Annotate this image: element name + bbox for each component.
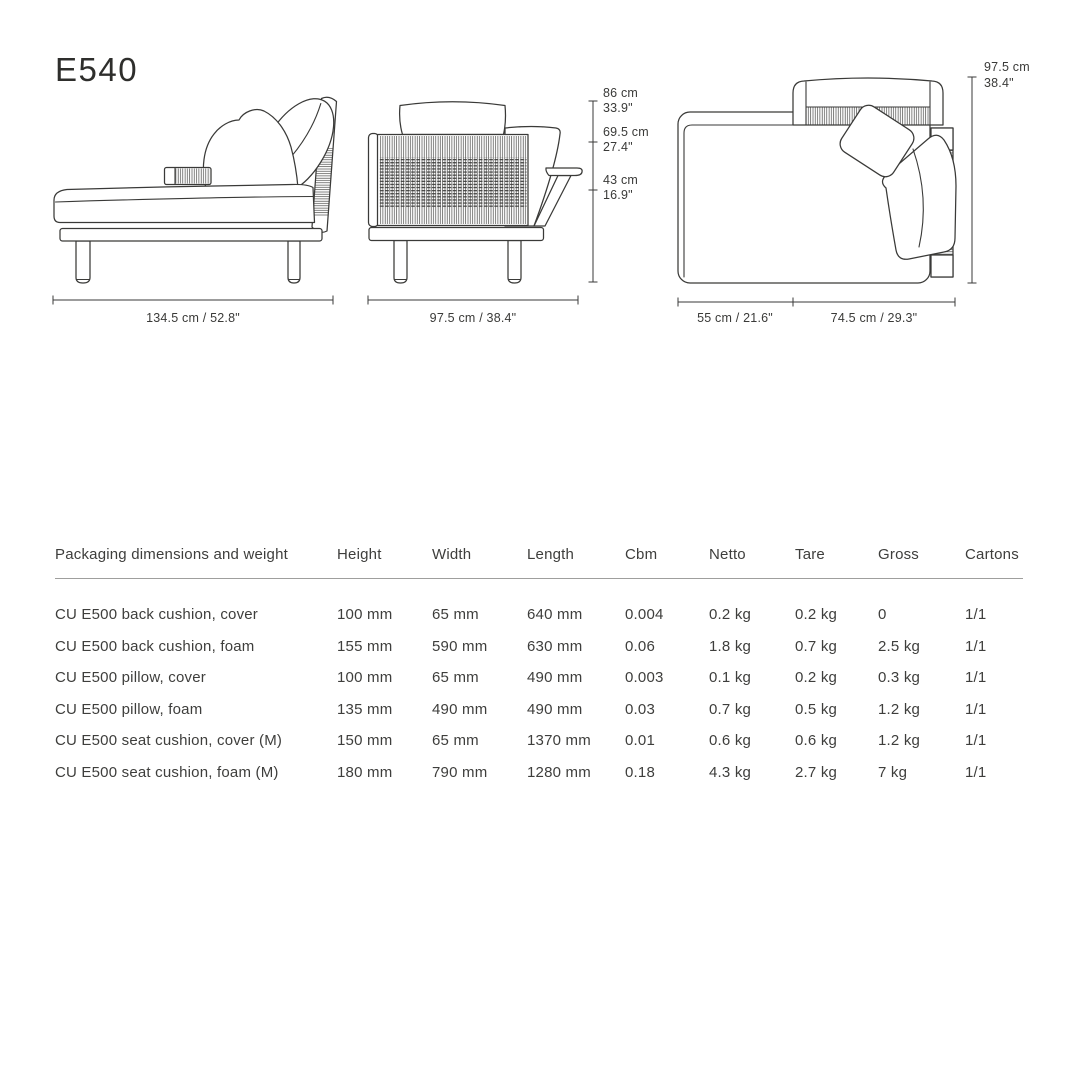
dim-label-height-69-in: 27.4" [603, 140, 633, 154]
packaging-table [55, 545, 1023, 782]
value-cell: 1/1 [965, 669, 987, 686]
table-row [55, 579, 1023, 625]
value-cell: 590 mm [432, 637, 488, 655]
value-cell: 65 mm [432, 732, 479, 749]
value-cell: 0.1 kg [709, 669, 752, 686]
dim-label-height-69-cm: 69.5 cm [603, 125, 649, 139]
value-cell: 0.03 [625, 700, 655, 718]
value-cell: 155 mm [337, 637, 393, 655]
column-header: Height [337, 545, 432, 579]
dim-label-top-height-in: 38.4" [984, 76, 1014, 90]
value-cell: 0.2 kg [795, 606, 838, 623]
dim-label-height-86-cm: 86 cm [603, 86, 639, 100]
value-cell: 0.7 kg [795, 637, 838, 655]
value-cell: 0.2 kg [709, 606, 752, 623]
page-title: E540 [55, 51, 139, 88]
woven-panel [378, 135, 529, 226]
value-cell: 0.004 [625, 606, 664, 623]
value-cell: 7 kg [878, 763, 908, 781]
value-cell: 0 [878, 606, 887, 623]
base-rail [60, 229, 322, 242]
column-header: Width [432, 545, 527, 579]
value-cell: 490 mm [432, 700, 488, 718]
item-name-cell: CU E500 seat cushion, cover (M) [55, 732, 283, 749]
value-cell: 0.003 [625, 669, 664, 686]
end-view-drawing [368, 86, 649, 325]
value-cell: 150 mm [337, 732, 393, 749]
value-cell: 0.6 kg [795, 732, 838, 749]
base-rail [369, 228, 544, 241]
value-cell: 0.6 kg [709, 732, 752, 749]
value-cell: 1/1 [965, 732, 987, 749]
item-name-cell: CU E500 pillow, foam [55, 700, 203, 718]
height-dimension [589, 86, 649, 282]
value-cell: 790 mm [432, 763, 488, 781]
dim-label-height-43-cm: 43 cm [603, 173, 639, 187]
value-cell: 1/1 [965, 700, 987, 718]
seat-cushion [54, 184, 315, 222]
table-row [55, 719, 1023, 751]
value-cell: 100 mm [337, 606, 393, 623]
dim-label-depth-left: 55 cm / 21.6" [697, 311, 773, 325]
column-header: Netto [709, 545, 795, 579]
value-cell: 2.7 kg [795, 763, 838, 781]
legs [76, 241, 300, 283]
value-cell: 0.06 [625, 637, 655, 655]
value-cell: 65 mm [432, 669, 479, 686]
value-cell: 630 mm [527, 637, 583, 655]
value-cell: 4.3 kg [709, 763, 752, 781]
dim-label-top-height-cm: 97.5 cm [984, 60, 1030, 74]
table-row [55, 656, 1023, 688]
technical-drawings [0, 0, 1080, 340]
value-cell: 0.3 kg [878, 669, 921, 686]
column-header: Packaging dimensions and weight [55, 545, 337, 579]
end-width-dimension [368, 296, 578, 326]
table-row [55, 687, 1023, 719]
value-cell: 180 mm [337, 763, 393, 781]
value-cell: 0.7 kg [709, 700, 752, 718]
top-height-dimension [968, 60, 1030, 283]
item-name-cell: CU E500 seat cushion, foam (M) [55, 763, 279, 781]
dim-label-depth-right: 74.5 cm / 29.3" [830, 311, 918, 325]
value-cell: 1.2 kg [878, 700, 921, 718]
top-depth-dimension [678, 298, 955, 326]
item-name-cell: CU E500 pillow, cover [55, 669, 206, 686]
dim-label-end-width: 97.5 cm / 38.4" [429, 311, 517, 325]
value-cell: 1.8 kg [709, 637, 752, 655]
side-view-drawing [53, 86, 349, 325]
column-header: Tare [795, 545, 878, 579]
value-cell: 1280 mm [527, 763, 591, 781]
value-cell: 490 mm [527, 669, 583, 686]
value-cell: 1.2 kg [878, 732, 921, 749]
value-cell: 1/1 [965, 606, 987, 623]
value-cell: 0.2 kg [795, 669, 838, 686]
value-cell: 0.18 [625, 763, 655, 781]
value-cell: 1/1 [965, 763, 987, 781]
value-cell: 1/1 [965, 637, 987, 655]
dim-label-height-86-in: 33.9" [603, 101, 633, 115]
column-header: Length [527, 545, 625, 579]
value-cell: 640 mm [527, 606, 583, 623]
column-header: Gross [878, 545, 965, 579]
side-width-dimension [53, 296, 333, 326]
pillow [400, 102, 506, 135]
column-header: Cartons [965, 545, 1023, 579]
dim-label-height-43-in: 16.9" [603, 188, 633, 202]
value-cell: 490 mm [527, 700, 583, 718]
top-view-drawing [678, 60, 1030, 325]
legs [394, 241, 521, 284]
table-body [55, 579, 1023, 782]
table-header-row [55, 545, 1023, 579]
value-cell: 1370 mm [527, 732, 591, 749]
column-header: Cbm [625, 545, 709, 579]
value-cell: 135 mm [337, 700, 393, 718]
value-cell: 0.01 [625, 732, 655, 749]
table-row [55, 750, 1023, 782]
packaging-table-section [55, 545, 1023, 782]
table-row [55, 624, 1023, 656]
value-cell: 0.5 kg [795, 700, 838, 718]
item-name-cell: CU E500 back cushion, foam [55, 637, 255, 655]
armrest [165, 168, 212, 185]
dim-label-side-width: 134.5 cm / 52.8" [146, 311, 240, 325]
value-cell: 65 mm [432, 606, 479, 623]
value-cell: 100 mm [337, 669, 393, 686]
value-cell: 2.5 kg [878, 637, 921, 655]
item-name-cell: CU E500 back cushion, cover [55, 606, 259, 623]
